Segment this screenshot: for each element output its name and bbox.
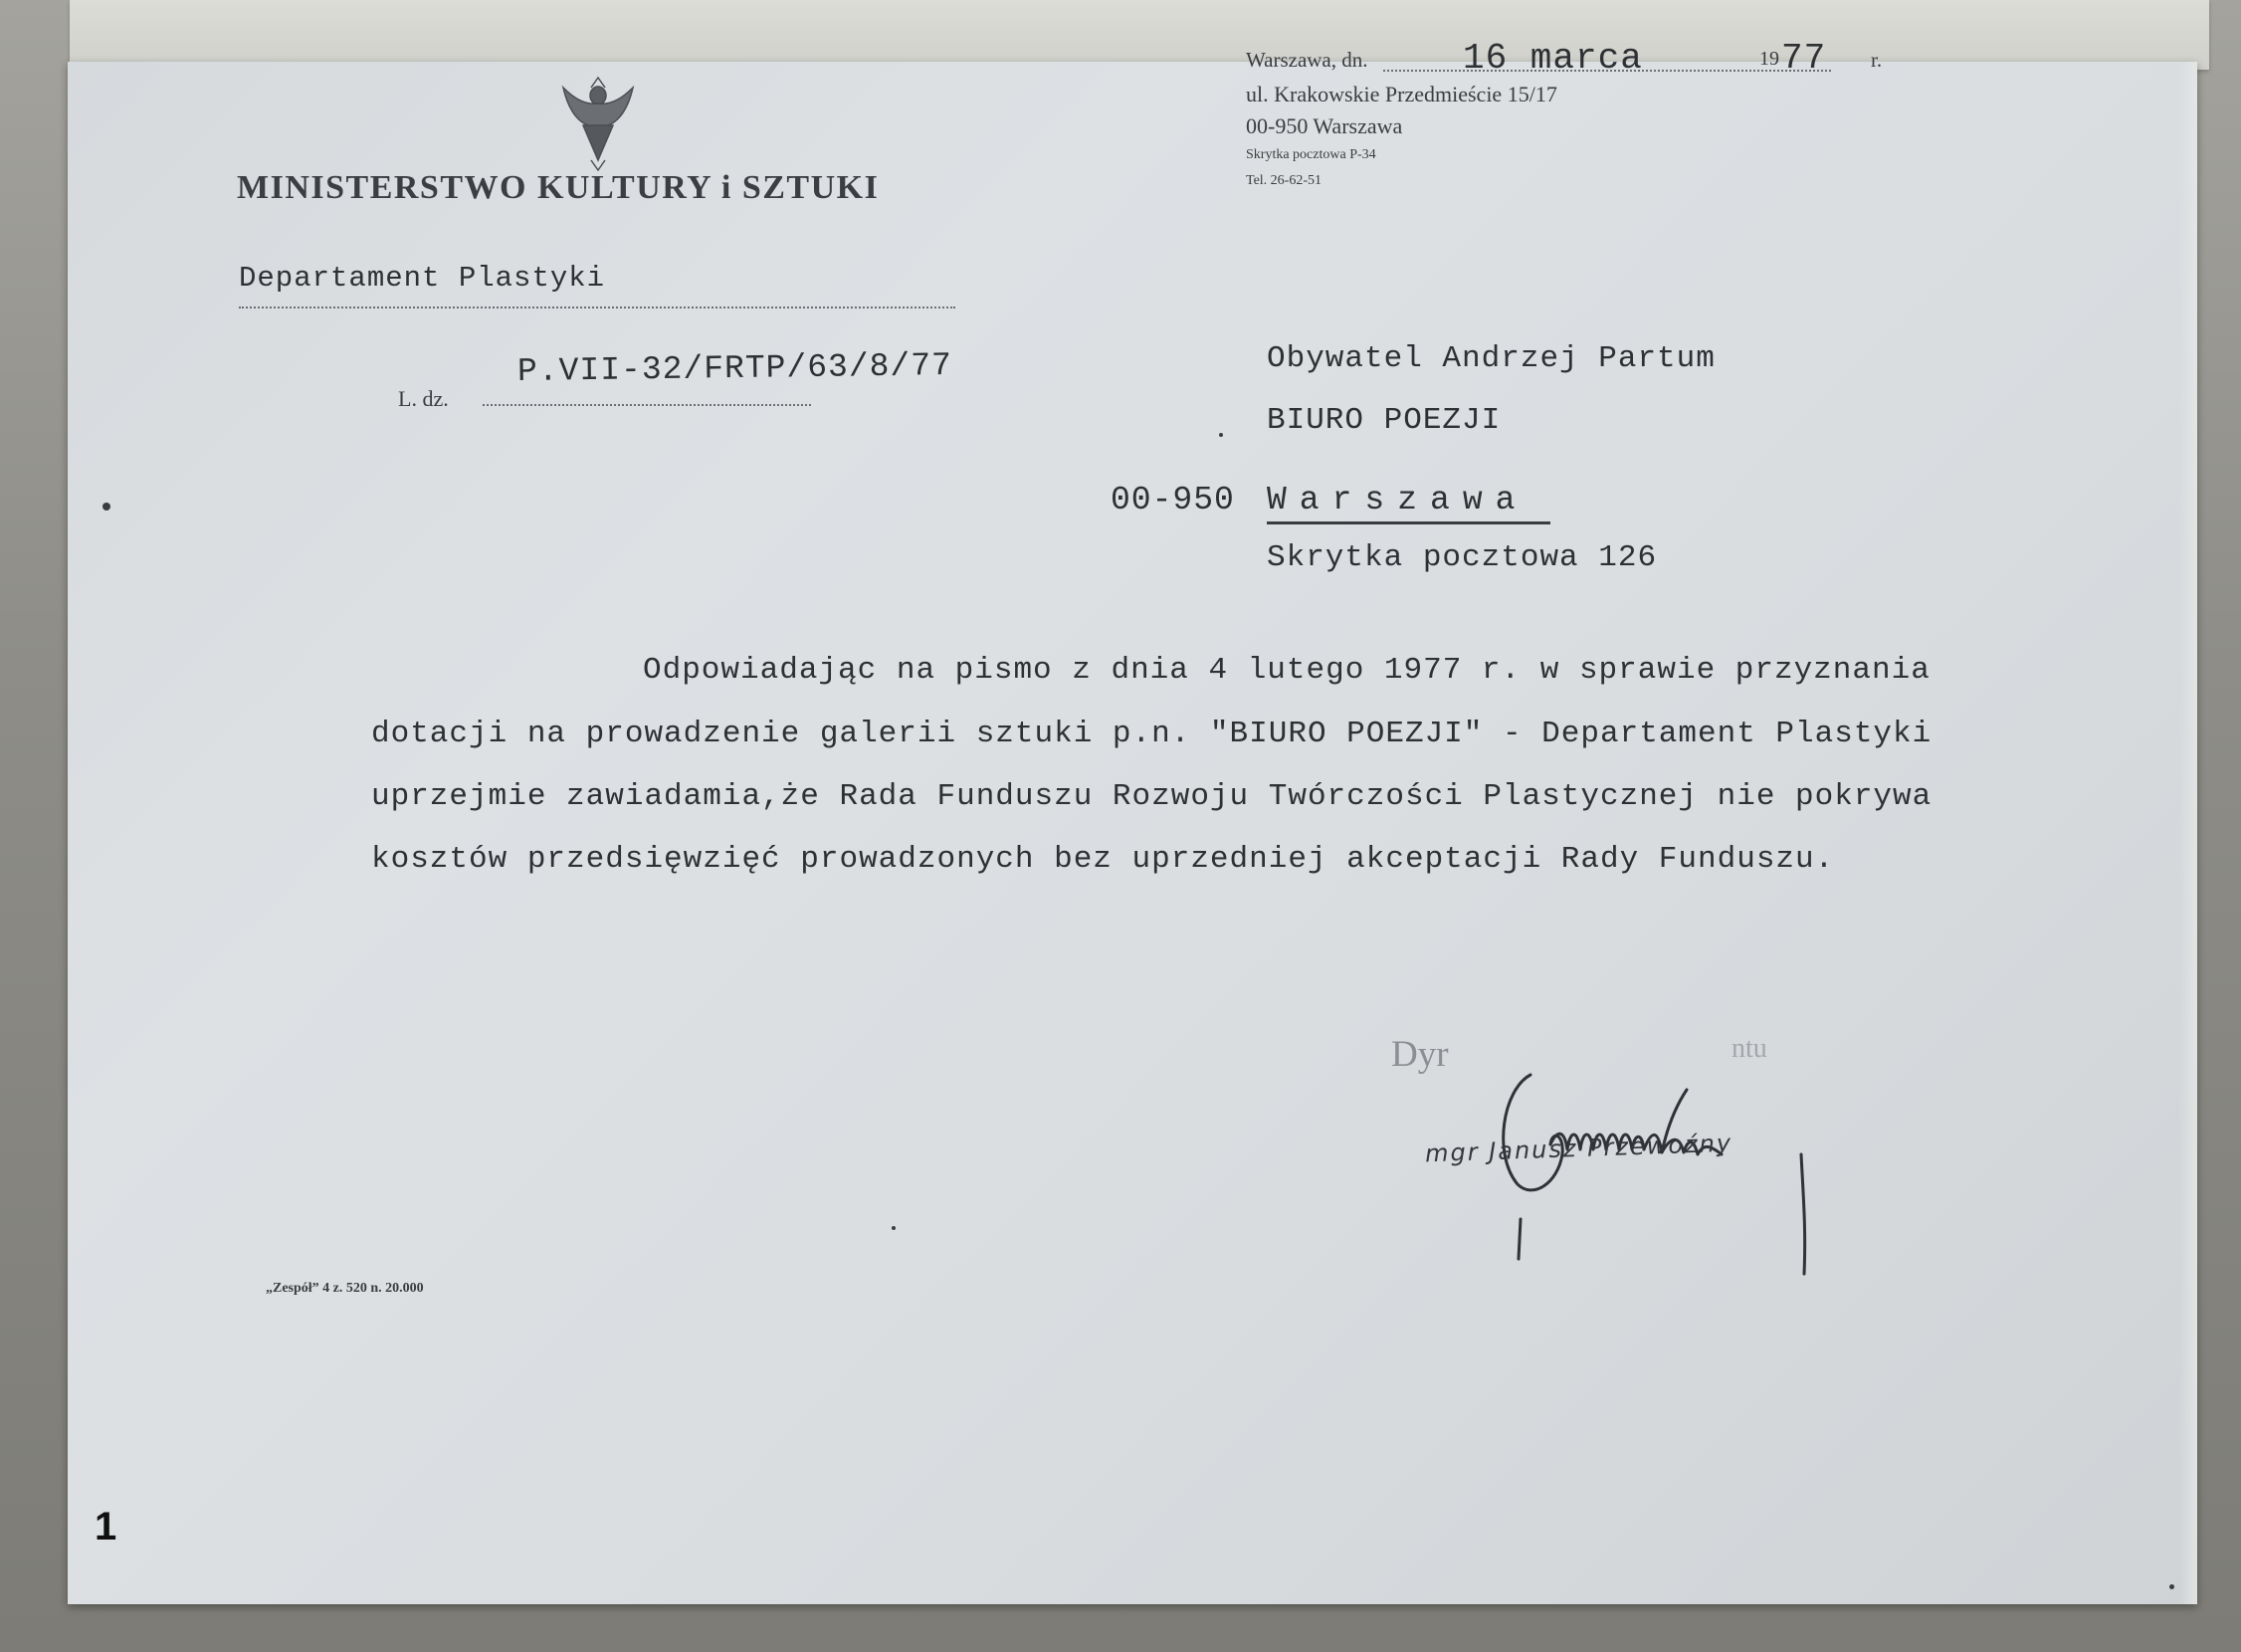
stamp-faint-right: ntu — [1732, 1033, 1767, 1064]
recipient-po-box: Skrytka pocztowa 126 — [1267, 540, 1658, 575]
body-line-1: Odpowiadając na pismo z dnia 4 lutego 1977 r. w sprawie przyznania — [643, 653, 1931, 688]
handwritten-signature — [1473, 1035, 1831, 1294]
date-day-month: 16 marca — [1463, 38, 1643, 79]
body-line-3: uprzejmie zawiadamia,że Rada Funduszu Rozwoju Twórczości Plastycznej nie pokrywa — [371, 779, 1933, 814]
date-year-tail: r. — [1871, 48, 1883, 72]
print-note: „Zespół” 4 z. 520 n. 20.000 — [266, 1281, 424, 1296]
back-sheet — [70, 0, 2209, 70]
paper-speck — [102, 503, 110, 511]
stamp-faint-left: Dyr — [1391, 1034, 1449, 1075]
department-name: Departament Plastyki — [239, 262, 606, 295]
address-phone: Tel. 26-62-51 — [1246, 173, 1323, 188]
recipient-city: Warszawa — [1267, 482, 1528, 518]
reference-dotted-line — [483, 404, 811, 406]
paper-speck — [1219, 433, 1223, 437]
recipient-postal-code: 00-950 — [1111, 482, 1235, 518]
recipient-name: Obywatel Andrzej Partum — [1267, 341, 1716, 376]
date-year-prefix: 19 — [1759, 48, 1779, 70]
date-year: 77 — [1781, 38, 1827, 79]
paper-edge — [2179, 62, 2197, 1604]
body-line-2: dotacji na prowadzenie galerii sztuki p.n. "BIURO POEZJI" - Departament Plastyki — [371, 717, 1933, 751]
paper-speck — [2169, 1584, 2174, 1589]
body-line-4: kosztów przedsięwzięć prowadzonych bez uprzedniej akceptacji Rady Funduszu. — [371, 842, 1835, 877]
reference-number: P.VII-32/FRTP/63/8/77 — [516, 346, 953, 391]
address-street: ul. Krakowskie Przedmieście 15/17 — [1246, 82, 1557, 106]
recipient-city-underline — [1267, 521, 1550, 524]
eagle-emblem-icon — [553, 66, 643, 175]
reference-label: L. dz. — [398, 386, 449, 411]
paper-speck — [892, 1226, 896, 1230]
recipient-office: BIURO POEZJI — [1267, 403, 1502, 438]
signatory-name: mgr Janusz Przewoźny — [1424, 1129, 1733, 1168]
ministry-heading: MINISTERSTWO KULTURY i SZTUKI — [237, 169, 880, 206]
address-box: Skrytka pocztowa P-34 — [1246, 147, 1376, 162]
address-city: 00-950 Warszawa — [1246, 113, 1403, 138]
place-label: Warszawa, dn. — [1246, 48, 1368, 72]
department-dotted-line — [239, 307, 955, 309]
page-number: 1 — [95, 1505, 117, 1549]
